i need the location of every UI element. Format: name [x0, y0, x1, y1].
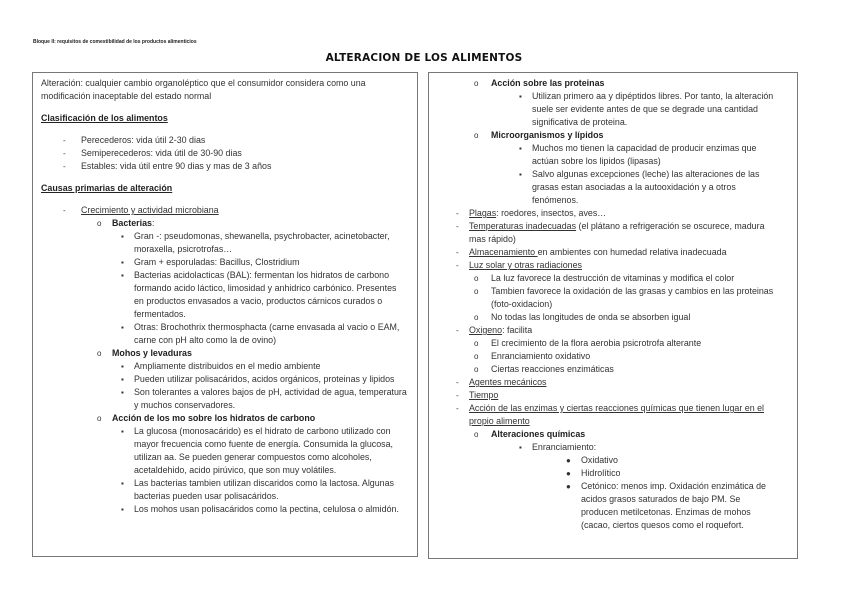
- underlined-term: Acción de las enzimas y ciertas reacciones químicas que tienen lugar en el propio alimento: [469, 403, 765, 426]
- list-item: [429, 480, 779, 532]
- section-heading: Clasificación de los alimentos: [41, 113, 168, 123]
- list-item: [429, 337, 779, 350]
- item-text: Oxidativo: [581, 455, 618, 465]
- bullet-icon: o: [97, 349, 102, 358]
- bullet-icon: o: [474, 365, 479, 374]
- list-item: [41, 160, 407, 173]
- bullet-icon: ▪: [121, 323, 124, 332]
- list-item: [429, 207, 779, 220]
- bullet-icon: o: [474, 131, 479, 140]
- list-item: [429, 454, 779, 467]
- item-text: Gram + esporuladas: Bacillus, Clostridium: [134, 257, 300, 267]
- list-item: [429, 259, 779, 272]
- item-text: Cetónico: menos imp. Oxidación enzimática de acidos grasos saturados de bajo PM. Se producen metilcetonas. Enzimas de mohos (cacao, ciertos quesos como el roquefort.: [581, 481, 766, 530]
- document-header: Bloque II: requisitos de comestibilidad de los productos alimenticios: [33, 39, 197, 45]
- list-item: [429, 467, 779, 480]
- list-item: [429, 441, 779, 454]
- bullet-icon: -: [456, 248, 459, 257]
- bullet-icon: o: [474, 287, 479, 296]
- bullet-icon: ▪: [519, 144, 522, 153]
- list-item: [41, 386, 407, 412]
- list-item: [429, 363, 779, 376]
- bullet-icon: o: [97, 414, 102, 423]
- list-item: [429, 129, 779, 142]
- item-text: Hidrolítico: [581, 468, 621, 478]
- underlined-term: Oxigeno: [469, 325, 503, 335]
- list-item: [429, 402, 779, 428]
- item-text: Tambien favorece la oxidación de las grasas y cambios en las proteinas (foto-oxidacion): [491, 286, 774, 309]
- item-text: :: [151, 218, 155, 228]
- bullet-icon: ▪: [519, 170, 522, 179]
- item-text: Semiperecederos: vida útil de 30-90 dias: [81, 148, 242, 158]
- item-text: (el plátano a refrigeración se oscurece, madura mas rápido): [469, 221, 765, 244]
- item-text: en ambientes con humedad relativa inadecuada: [537, 247, 727, 257]
- item-text: : facilita: [502, 325, 533, 335]
- bullet-icon: -: [63, 206, 66, 215]
- list-item: [429, 246, 779, 259]
- list-item: [429, 220, 779, 246]
- bold-term: Mohos y levaduras: [112, 348, 192, 358]
- bold-term: Bacterias: [112, 218, 152, 228]
- list-item: [41, 477, 407, 503]
- bullet-icon: ▪: [121, 427, 124, 436]
- bullet-icon: o: [474, 313, 479, 322]
- list-item: [429, 389, 779, 402]
- item-text: Perecederos: vida útil 2-30 dias: [81, 135, 206, 145]
- list-item: [41, 425, 407, 477]
- page-title: ALTERACION DE LOS ALIMENTOS: [325, 52, 523, 64]
- bullet-icon: o: [474, 430, 479, 439]
- list-item: [41, 360, 407, 373]
- bullet-icon: ▪: [121, 375, 124, 384]
- bullet-icon: ▪: [519, 443, 522, 452]
- right-column-box: [428, 72, 798, 559]
- list-item: [429, 77, 779, 90]
- list-item: [41, 204, 407, 217]
- list-item: [429, 350, 779, 363]
- list-item: [429, 311, 779, 324]
- list-item: [429, 168, 779, 207]
- bullet-icon: o: [474, 274, 479, 283]
- item-text: Enranciamiento:: [532, 442, 597, 452]
- underlined-term: Tiempo: [469, 390, 499, 400]
- item-text: Enranciamiento oxidativo: [491, 351, 591, 361]
- item-text: Muchos mo tienen la capacidad de producir enzimas que actúan sobre los lipidos (lipasas): [532, 143, 757, 166]
- underlined-term: Plagas: [469, 208, 497, 218]
- bullet-icon: o: [474, 352, 479, 361]
- item-text: Salvo algunas excepciones (leche) las alteraciones de las grasas estan asociadas a la autooxidación y a otros fenómenos.: [532, 169, 760, 205]
- bullet-icon: ●: [566, 456, 571, 465]
- item-text: Ciertas reacciones enzimáticas: [491, 364, 614, 374]
- item-text: Pueden utilizar polisacáridos, acidos orgánicos, proteinas y lipidos: [134, 374, 395, 384]
- list-item: [429, 90, 779, 129]
- bullet-icon: -: [456, 209, 459, 218]
- item-text: El crecimiento de la flora aerobia psicrotrofa alterante: [491, 338, 702, 348]
- item-text: Los mohos usan polisacáridos como la pectina, celulosa o almidón.: [134, 504, 399, 514]
- item-text: La luz favorece la destrucción de vitaminas y modifica el color: [491, 273, 735, 283]
- bold-term: Acción de los mo sobre los hidratos de carbono: [112, 413, 316, 423]
- bullet-icon: ▪: [121, 479, 124, 488]
- item-text: Otras: Brochothrix thermosphacta (carne envasada al vacio o EAM, carne con pH alto como la de ovino): [134, 322, 400, 345]
- item-text: Estables: vida útil entre 90 dias y mas de 3 años: [81, 161, 272, 171]
- item-text: La glucosa (monosacárido) es el hidrato de carbono utilizado con mayor frecuencia como fuente de energía. Consumida la glucosa, utilizan aa. Se pueden generar compuestos como alcoholes, acetaldehido, acido pirúvico, que son muy volátiles.: [134, 426, 394, 475]
- bullet-icon: ▪: [121, 505, 124, 514]
- bullet-icon: -: [63, 136, 66, 145]
- left-column-box: [32, 72, 418, 557]
- bullet-icon: o: [474, 339, 479, 348]
- bold-term: Acción sobre las proteinas: [491, 78, 605, 88]
- list-item: [41, 373, 407, 386]
- bullet-icon: ●: [566, 482, 571, 491]
- bullet-icon: ▪: [121, 271, 124, 280]
- bold-term: Microorganismos y lípidos: [491, 130, 604, 140]
- list-item: [41, 230, 407, 256]
- bullet-icon: -: [456, 261, 459, 270]
- bullet-icon: ▪: [121, 388, 124, 397]
- bullet-icon: -: [456, 222, 459, 231]
- list-item: [429, 285, 779, 311]
- bullet-icon: ●: [566, 469, 571, 478]
- bullet-icon: ▪: [121, 362, 124, 371]
- item-text: Utilizan primero aa y dipéptidos libres. Por tanto, la alteración suele ser evidente antes de que se degrade una cantidad significativa de proteina.: [532, 91, 774, 127]
- bullet-icon: -: [456, 391, 459, 400]
- list-item: [41, 256, 407, 269]
- underlined-term: Crecimiento y actividad microbiana: [81, 205, 219, 215]
- list-item: [41, 503, 407, 516]
- list-item: [429, 428, 779, 441]
- section-heading: Causas primarias de alteración: [41, 183, 173, 193]
- underlined-term: Almacenamiento: [469, 247, 538, 257]
- bullet-icon: -: [456, 404, 459, 413]
- bullet-icon: -: [63, 162, 66, 171]
- list-item: [41, 321, 407, 347]
- item-text: Bacterias acidolacticas (BAL): fermentan los hidratos de carbono formando acido láctico, limosidad y anhidrico carbónico. Presentes en productos envasados a vacio, productos cárnicos curados o fermentados.: [134, 270, 397, 319]
- list-item: [41, 412, 407, 425]
- bullet-icon: ▪: [519, 92, 522, 101]
- item-text: Las bacterias tambien utilizan discaridos como la lactosa. Algunas bacterias pueden usar polisacáridos.: [134, 478, 394, 501]
- underlined-term: Luz solar y otras radiaciones: [469, 260, 582, 270]
- list-item: [41, 217, 407, 230]
- paragraph: Alteración: cualquier cambio organoléptico que el consumidor considera como una modificación inaceptable del estado normal: [41, 78, 366, 101]
- item-text: : roedores, insectos, aves…: [496, 208, 607, 218]
- bullet-icon: ▪: [121, 232, 124, 241]
- list-item: [429, 376, 779, 389]
- bullet-icon: -: [63, 149, 66, 158]
- bold-term: Alteraciones químicas: [491, 429, 586, 439]
- bullet-icon: ▪: [121, 258, 124, 267]
- list-item: [429, 324, 779, 337]
- bullet-icon: o: [474, 79, 479, 88]
- spacer: [41, 173, 407, 182]
- item-text: Gran -: pseudomonas, shewanella, psychrobacter, acinetobacter, moraxella, psicrotrofas…: [134, 231, 390, 254]
- item-text: No todas las longitudes de onda se absorben igual: [491, 312, 691, 322]
- list-item: [41, 134, 407, 147]
- bullet-icon: -: [456, 326, 459, 335]
- list-item: [429, 272, 779, 285]
- list-item: [429, 142, 779, 168]
- item-text: Son tolerantes a valores bajos de pH, actividad de agua, temperatura y muchos conservadores.: [134, 387, 407, 410]
- item-text: Ampliamente distribuidos en el medio ambiente: [134, 361, 321, 371]
- bullet-icon: o: [97, 219, 102, 228]
- underlined-term: Agentes mecánicos: [469, 377, 547, 387]
- list-item: [41, 347, 407, 360]
- bullet-icon: -: [456, 378, 459, 387]
- list-item: [41, 269, 407, 321]
- underlined-term: Temperaturas inadecuadas: [469, 221, 577, 231]
- list-item: [41, 147, 407, 160]
